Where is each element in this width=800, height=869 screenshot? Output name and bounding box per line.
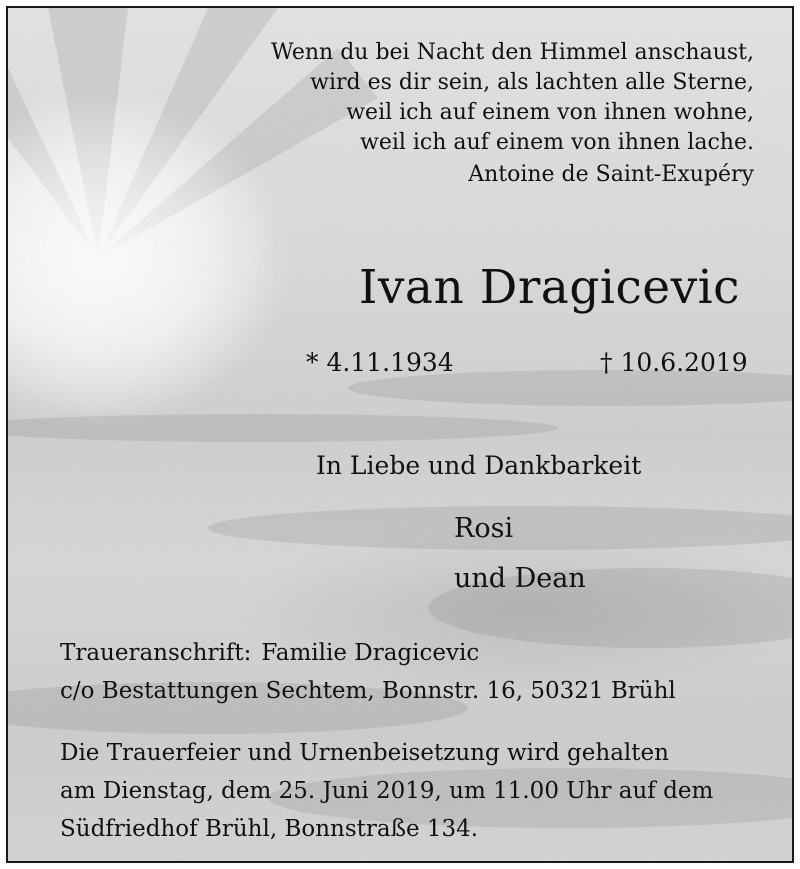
dedication-text: In Liebe und Dankbarkeit [316, 451, 642, 480]
mourner-name: Rosi [454, 513, 514, 544]
address-line-1 [60, 634, 676, 672]
quote-line: Wenn du bei Nacht den Himmel anschaust, [271, 40, 754, 65]
mourner-name: und Dean [454, 563, 586, 594]
quote-line: weil ich auf einem von ihnen lache. [359, 130, 754, 155]
mourning-address [60, 634, 676, 710]
address-family: Familie Dragicevic [261, 640, 480, 666]
address-line-2: c/o Bestattungen Sechtem, Bonnstr. 16, 50321 Brühl [60, 678, 676, 704]
poem-quote [271, 38, 754, 190]
address-label: Traueranschrift: [60, 640, 252, 666]
mourner-names [454, 504, 586, 604]
ceremony-info [60, 734, 713, 848]
death-date: † 10.6.2019 [600, 348, 748, 377]
quote-author: Antoine de Saint-Exupéry [468, 162, 754, 187]
ceremony-line: Die Trauerfeier und Urnenbeisetzung wird gehalten [60, 740, 669, 766]
obituary-card [6, 6, 794, 863]
deceased-name: Ivan Dragicevic [358, 260, 740, 315]
quote-line: weil ich auf einem von ihnen wohne, [346, 100, 754, 125]
birth-date: * 4.11.1934 [306, 348, 454, 377]
ceremony-line: am Dienstag, dem 25. Juni 2019, um 11.00 Uhr auf dem [60, 778, 714, 804]
ceremony-line: Südfriedhof Brühl, Bonnstraße 134. [60, 816, 479, 842]
quote-line: wird es dir sein, als lachten alle Sterne, [310, 70, 754, 95]
